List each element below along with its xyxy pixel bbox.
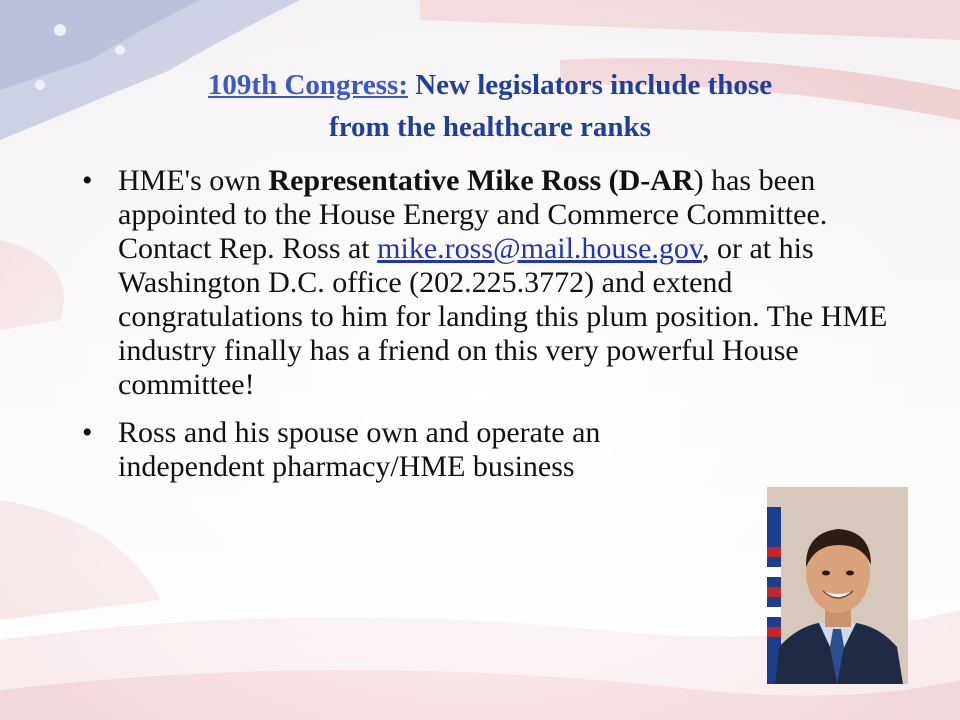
- bullet-item-1: [82, 164, 892, 402]
- bullet-1-text-b: ) has been appointed to the House Energy and Commerce Committee. Contact Rep. Ross at: [118, 164, 828, 265]
- title-link[interactable]: 109th Congress:: [207, 69, 408, 101]
- title-text-line2: from the healthcare ranks: [329, 111, 651, 143]
- bullet-2-text: Ross and his spouse own and operate an independent pharmacy/HME business: [118, 416, 601, 483]
- representative-name: Representative Mike Ross (D-AR: [268, 164, 694, 197]
- title-text-line1: New legislators include those: [407, 69, 773, 101]
- bullet-icon: •: [82, 416, 93, 449]
- email-link[interactable]: mike.ross@mail.house.gov: [377, 232, 702, 265]
- bullet-item-2: [82, 416, 738, 484]
- bullet-list: [82, 164, 892, 498]
- slide-title: [60, 64, 920, 148]
- portrait-icon: [767, 487, 908, 684]
- bullet-1-text-a: HME's own: [118, 164, 269, 197]
- portrait-photo: [767, 487, 908, 684]
- bullet-1-text-c: , or at his Washington D.C. office (202.225.3772) and extend congratulations to him for landing this plum position. The HME industry finally has a friend on this very powerful House committee!: [118, 232, 888, 401]
- bullet-icon: •: [82, 164, 93, 197]
